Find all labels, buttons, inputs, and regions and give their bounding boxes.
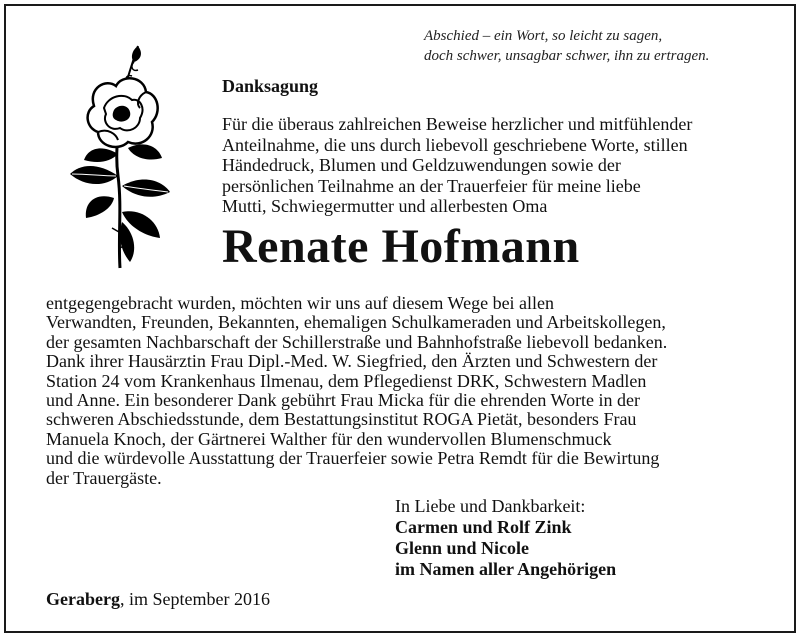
place-date <box>46 589 270 610</box>
deceased-name: Renate Hofmann <box>222 220 580 273</box>
body-line: Dank ihrer Hausärztin Frau Dipl.-Med. W. Siegfried, den Ärzten und Schwestern der <box>46 351 658 372</box>
body-line: und die würdevolle Ausstattung der Trauerfeier sowie Petra Remdt für die Bewirtung <box>46 448 660 469</box>
signature-block <box>395 496 616 580</box>
quote-line-2: doch schwer, unsagbar schwer, ihn zu ertragen. <box>424 48 710 64</box>
heading-danksagung: Danksagung <box>222 76 319 96</box>
place-date-text: , im September 2016 <box>119 589 270 609</box>
signature-name: im Namen aller Angehörigen <box>395 559 617 579</box>
body-line: Verwandten, Freunden, Bekannten, ehemaligen Schulkameraden und Arbeitskollegen, <box>46 312 666 333</box>
intro-line: Händedruck, Blumen und Geldzuwendungen sowie der <box>222 155 621 175</box>
intro-line: persönlichen Teilnahme an der Trauerfeier für meine liebe <box>222 175 641 196</box>
body-line: entgegengebracht wurden, möchten wir uns auf diesem Wege bei allen <box>46 293 555 313</box>
intro-line: Für die überaus zahlreichen Beweise herzlicher und mitfühlender <box>222 114 693 134</box>
body-line: und Anne. Ein besonderer Dank gebührt Frau Micka für die ehrenden Worte in der <box>46 390 641 411</box>
body-line: der gesamten Nachbarschaft der Schillerstraße und Bahnhofstraße liebevoll bedanken. <box>46 331 668 352</box>
body-paragraph <box>46 294 791 488</box>
body-line: schweren Abschiedsstunde, dem Bestattungsinstitut ROGA Pietät, besonders Frau <box>46 409 637 430</box>
intro-paragraph <box>222 114 782 217</box>
signature-name: Carmen und Rolf Zink <box>395 517 572 537</box>
body-line: Manuela Knoch, der Gärtnerei Walther für den wundervollen Blumenschmuck <box>46 428 612 449</box>
body-line: der Trauergäste. <box>46 467 162 488</box>
rose-icon <box>58 36 190 276</box>
body-line: Station 24 vom Krankenhaus Ilmenau, dem Pflegedienst DRK, Schwestern Madlen <box>46 370 647 391</box>
signature-intro: In Liebe und Dankbarkeit: <box>395 496 586 516</box>
intro-line: Mutti, Schwiegermutter und allerbesten Oma <box>222 196 548 216</box>
signature-name: Glenn und Nicole <box>395 538 530 558</box>
intro-line: Anteilnahme, die uns durch liebevoll geschriebene Worte, stillen <box>222 134 688 155</box>
quote-line-1: Abschied – ein Wort, so leicht zu sagen, <box>424 28 663 44</box>
place-town: Geraberg <box>46 589 120 609</box>
farewell-quote <box>424 26 784 66</box>
